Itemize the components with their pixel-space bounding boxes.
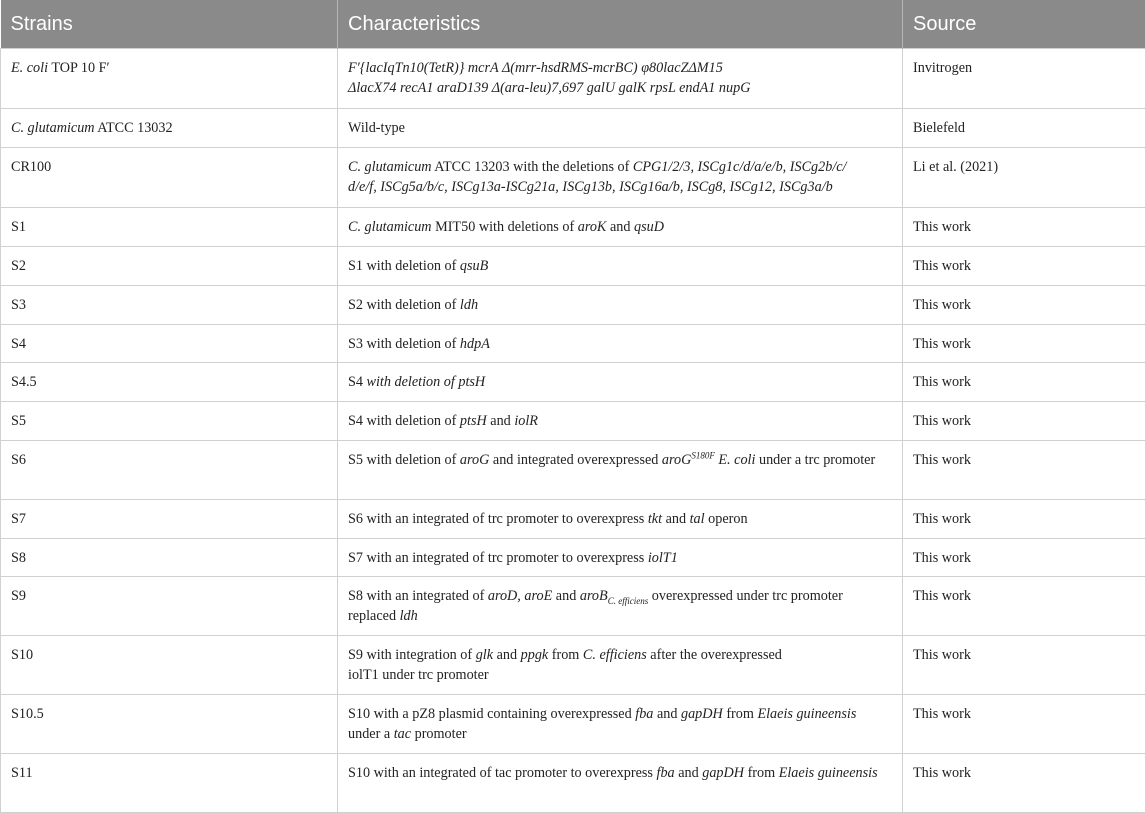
source-cell: This work <box>903 325 1145 363</box>
strain-cell <box>1 402 338 441</box>
text-run: fba <box>657 765 675 781</box>
characteristics-cell <box>338 441 903 500</box>
text-run: S6 <box>11 452 26 468</box>
strain-cell <box>1 286 338 325</box>
text-run: overexpressed under trc promoter replaced <box>348 588 843 624</box>
text-run: S2 <box>11 258 26 274</box>
text-run: after the overexpressed <box>647 647 782 663</box>
header-characteristics: Characteristics <box>338 0 903 49</box>
characteristics-cell <box>338 754 903 813</box>
text-run: S1 with deletion of <box>348 258 460 274</box>
source-cell: This work <box>903 208 1145 247</box>
table-row <box>1 286 1145 325</box>
text-run: operon <box>705 511 748 527</box>
text-run: aroB <box>580 588 608 604</box>
characteristics-cell <box>338 695 903 754</box>
text-run: tal <box>690 511 705 527</box>
text-run: iolT1 <box>648 550 678 566</box>
source-cell: Li et al. (2021) <box>903 148 1145 208</box>
text-run: gapDH <box>681 706 723 722</box>
text-run: S3 <box>11 297 26 313</box>
text-run: S9 <box>11 588 26 604</box>
header-source: Source <box>903 0 1145 49</box>
text-run: S4.5 <box>11 374 37 390</box>
text-run: from <box>744 765 779 781</box>
characteristics-cell <box>338 247 903 286</box>
text-run: CR100 <box>11 159 51 175</box>
characteristics-cell <box>338 636 903 695</box>
text-run: F′{lacIqTn10(TetR)} mcrA Δ(mrr-hsdRMS-mcrBC) φ80lacZΔM15 <box>348 60 723 76</box>
characteristics-cell <box>338 286 903 325</box>
text-run: and <box>662 511 690 527</box>
strain-cell <box>1 49 338 109</box>
text-run: ATCC 13203 with the deletions of <box>432 159 633 175</box>
text-run: fba <box>635 706 653 722</box>
text-run: S4 <box>11 336 26 352</box>
text-run: Elaeis guineensis <box>757 706 856 722</box>
characteristics-cell <box>338 109 903 148</box>
text-run: iolT1 under trc promoter <box>348 667 489 683</box>
text-run: glk <box>476 647 493 663</box>
text-run: S10.5 <box>11 706 44 722</box>
table-row <box>1 539 1145 577</box>
text-run: S5 <box>11 413 26 429</box>
table-row <box>1 325 1145 363</box>
text-run: and <box>653 706 681 722</box>
strain-cell <box>1 148 338 208</box>
text-run: S10 <box>11 647 33 663</box>
text-run: S3 with deletion of <box>348 336 460 352</box>
text-run: ldh <box>460 297 478 313</box>
text-run: aroG <box>662 452 691 468</box>
text-run: with deletion of ptsH <box>367 374 486 390</box>
source-cell: This work <box>903 286 1145 325</box>
table-row <box>1 577 1145 636</box>
text-run: C. glutamicum <box>11 120 95 136</box>
characteristics-cell <box>338 577 903 636</box>
text-run: S7 <box>11 511 26 527</box>
text-run: ptsH <box>460 413 487 429</box>
header-row <box>1 0 1145 49</box>
strain-cell <box>1 636 338 695</box>
text-run: CPG1/2/3, ISCg1c/d/a/e/b, ISCg2b/c/ <box>633 159 847 175</box>
text-run: under a <box>348 726 394 742</box>
text-run: qsuD <box>634 219 664 235</box>
table-row <box>1 402 1145 441</box>
text-run: gapDH <box>702 765 744 781</box>
source-cell: This work <box>903 402 1145 441</box>
strain-cell <box>1 754 338 813</box>
text-run: S9 with integration of <box>348 647 476 663</box>
text-run: TOP 10 F′ <box>48 60 110 76</box>
table-row <box>1 754 1145 813</box>
text-run: and <box>675 765 703 781</box>
source-cell: This work <box>903 577 1145 636</box>
strain-cell <box>1 325 338 363</box>
header-strains: Strains <box>1 0 338 49</box>
source-cell: Bielefeld <box>903 109 1145 148</box>
table-row <box>1 208 1145 247</box>
table-row <box>1 109 1145 148</box>
strain-cell <box>1 208 338 247</box>
text-run: S10 with a pZ8 plasmid containing overexpressed <box>348 706 635 722</box>
text-run: ΔlacX74 recA1 araD139 Δ(ara-leu)7,697 galU galK rpsL endA1 nupG <box>348 80 750 96</box>
table-row <box>1 363 1145 402</box>
source-cell: This work <box>903 695 1145 754</box>
characteristics-cell <box>338 539 903 577</box>
text-run: from <box>548 647 583 663</box>
text-run: S11 <box>11 765 33 781</box>
text-run: Wild-type <box>348 120 405 136</box>
text-run: under a trc promoter <box>755 452 875 468</box>
characteristics-cell <box>338 500 903 539</box>
table-row <box>1 247 1145 286</box>
text-run: aroK <box>578 219 607 235</box>
characteristics-cell <box>338 49 903 109</box>
text-run: S8 with an integrated of <box>348 588 488 604</box>
source-cell: Invitrogen <box>903 49 1145 109</box>
text-run: and integrated overexpressed <box>489 452 662 468</box>
text-run: tac <box>394 726 411 742</box>
text-run: S4 with deletion of <box>348 413 460 429</box>
text-run: qsuB <box>460 258 488 274</box>
text-run: promoter <box>411 726 467 742</box>
text-run: ATCC 13032 <box>95 120 173 136</box>
text-run: S2 with deletion of <box>348 297 460 313</box>
strain-cell <box>1 695 338 754</box>
text-run: d/e/f, ISCg5a/b/c, ISCg13a-ISCg21a, ISCg13b, ISCg16a/b, ISCg8, ISCg12, ISCg3a/b <box>348 179 833 195</box>
text-run: S6 with an integrated of trc promoter to overexpress <box>348 511 648 527</box>
text-run: C. glutamicum <box>348 219 432 235</box>
source-cell: This work <box>903 363 1145 402</box>
text-run: ppgk <box>521 647 549 663</box>
source-cell: This work <box>903 500 1145 539</box>
characteristics-cell <box>338 325 903 363</box>
text-run: S4 <box>348 374 367 390</box>
source-cell: This work <box>903 636 1145 695</box>
text-run: S180F <box>691 450 715 460</box>
strain-cell <box>1 441 338 500</box>
text-run: Elaeis guineensis <box>779 765 878 781</box>
strain-cell <box>1 247 338 286</box>
table-row <box>1 636 1145 695</box>
text-run: E. coli <box>718 452 755 468</box>
table-row <box>1 148 1145 208</box>
text-run: hdpA <box>460 336 490 352</box>
text-run: C. glutamicum <box>348 159 432 175</box>
source-cell: This work <box>903 247 1145 286</box>
text-run: S7 with an integrated of trc promoter to overexpress <box>348 550 648 566</box>
table-row <box>1 500 1145 539</box>
source-cell: This work <box>903 539 1145 577</box>
strain-cell <box>1 500 338 539</box>
text-run: aroD, aroE <box>488 588 552 604</box>
source-cell: This work <box>903 441 1145 500</box>
characteristics-cell <box>338 148 903 208</box>
text-run: E. coli <box>11 60 48 76</box>
strain-cell <box>1 363 338 402</box>
text-run: from <box>723 706 758 722</box>
text-run: and <box>606 219 634 235</box>
text-run: and <box>487 413 515 429</box>
text-run: aroG <box>460 452 489 468</box>
text-run: S5 with deletion of <box>348 452 460 468</box>
text-run: S8 <box>11 550 26 566</box>
strain-cell <box>1 109 338 148</box>
text-run: S1 <box>11 219 26 235</box>
text-run: tkt <box>648 511 662 527</box>
table-row <box>1 695 1145 754</box>
text-run: iolR <box>514 413 538 429</box>
text-run: C. efficiens <box>608 596 649 606</box>
text-run: S10 with an integrated of tac promoter to overexpress <box>348 765 657 781</box>
text-run: MIT50 with deletions of <box>432 219 578 235</box>
table-body <box>1 49 1145 813</box>
text-run: and <box>493 647 521 663</box>
table-row <box>1 49 1145 109</box>
characteristics-cell <box>338 402 903 441</box>
strain-cell <box>1 577 338 636</box>
characteristics-cell <box>338 208 903 247</box>
table-row <box>1 441 1145 500</box>
text-run: and <box>552 588 580 604</box>
text-run: C. efficiens <box>583 647 647 663</box>
strain-cell <box>1 539 338 577</box>
text-run: ldh <box>400 608 418 624</box>
characteristics-cell <box>338 363 903 402</box>
source-cell: This work <box>903 754 1145 813</box>
